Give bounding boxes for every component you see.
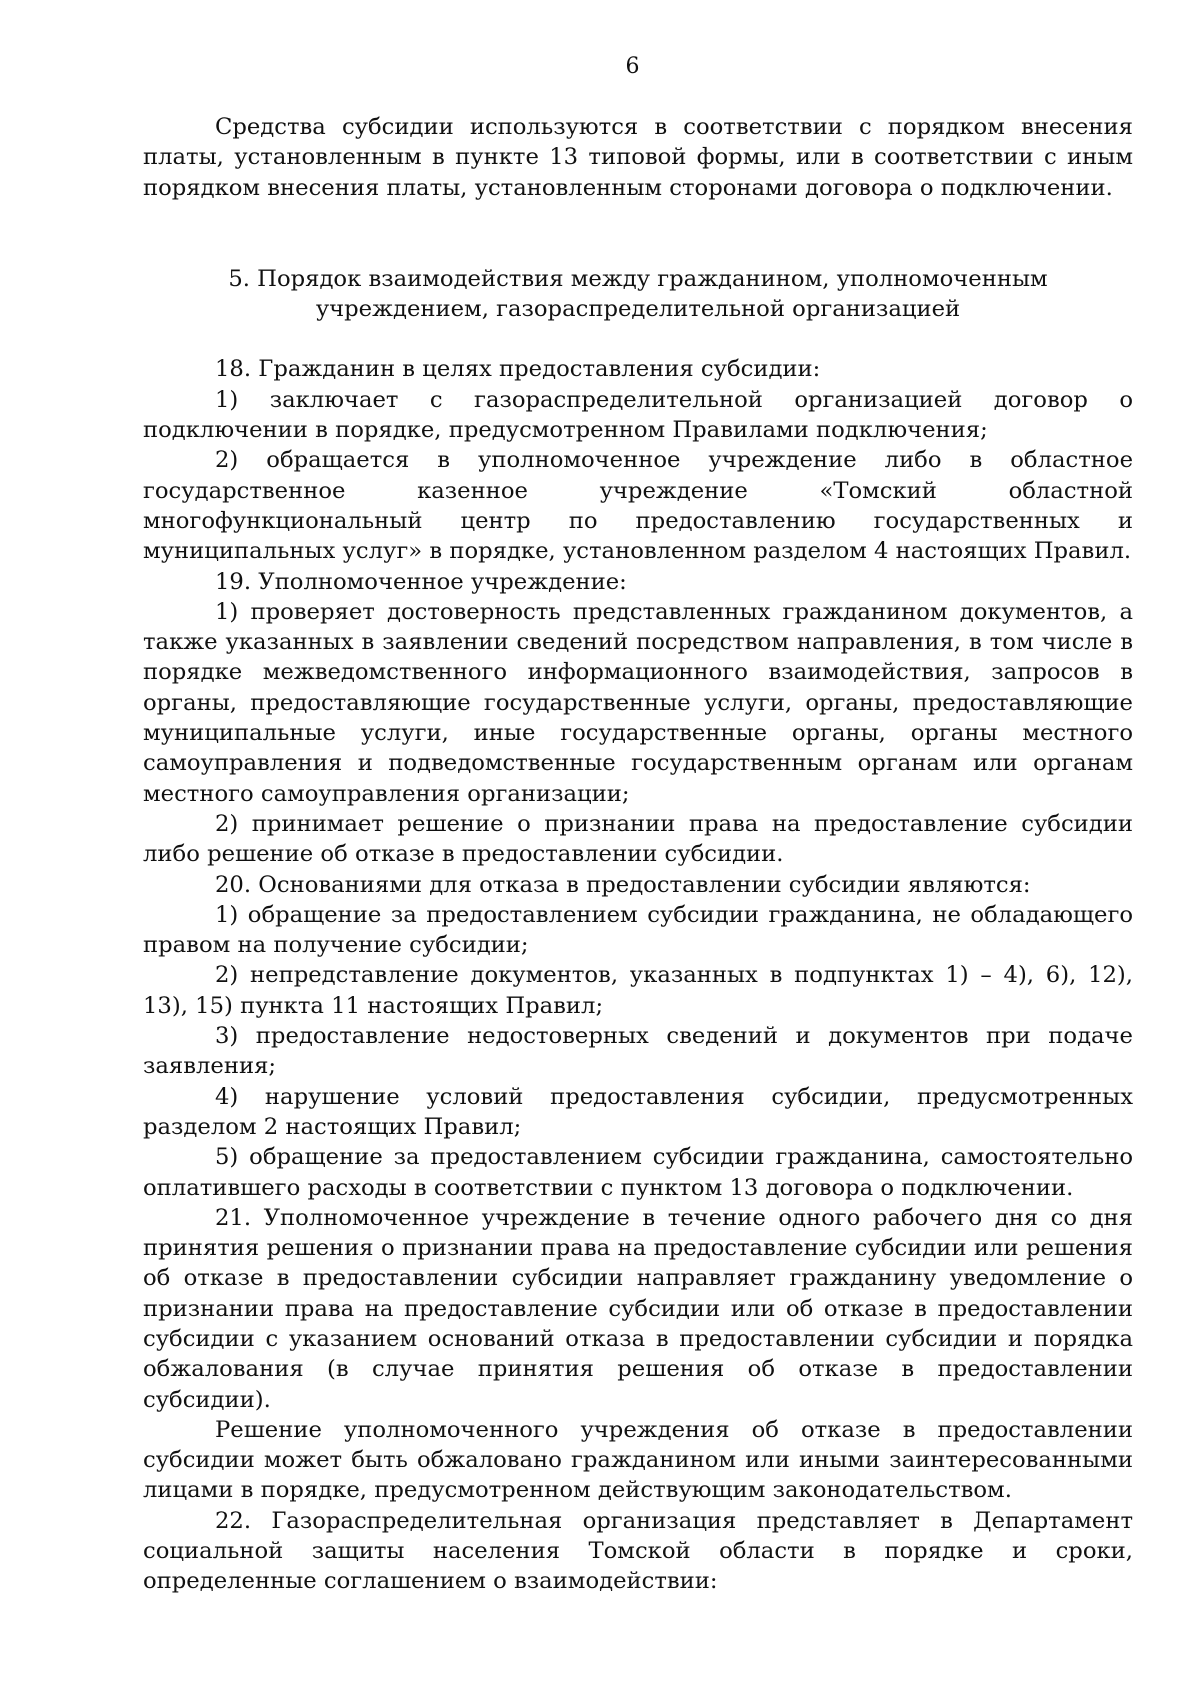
section-heading-line-2: учреждением, газораспределительной организацией bbox=[315, 296, 961, 323]
spacer bbox=[143, 203, 1133, 264]
paragraph-19-item-1: 1) проверяет достоверность представленных гражданином документов, а также указанных в заявлении сведений посредством направления, в том числе в порядке межведомственного информационного взаимодействия, запросов в органы, предоставляющие государственные услуги, органы, предоставляющие муниципальные услуги, иные государственные органы, органы местного самоуправления и подведомственные государственным органам или органам местного самоуправления организации; bbox=[143, 598, 1133, 807]
paragraph-18-item-2: 2) обращается в уполномоченное учреждение либо в областное государственное казенное учреждение «Томский областной многофункциональный центр по предоставлению государственных и муниципальных услуг» в порядке, установленном разделом 4 настоящих Правил. bbox=[143, 447, 1133, 565]
intro-paragraph: Средства субсидии используются в соответствии с порядком внесения платы, установленным в пункте 13 типовой формы, или в соответствии с иным порядком внесения платы, установленным сторонами договора о подключении. bbox=[143, 114, 1133, 201]
paragraph-20-item-4: 4) нарушение условий предоставления субсидии, предусмотренных разделом 2 настоящих Правил; bbox=[143, 1083, 1133, 1140]
paragraph-20-item-5: 5) обращение за предоставлением субсидии гражданина, самостоятельно оплатившего расходы в соответствии с пунктом 13 договора о подключении. bbox=[143, 1144, 1133, 1201]
paragraph-18-item-1: 1) заключает с газораспределительной организацией договор о подключении в порядке, предусмотренном Правилами подключения; bbox=[143, 386, 1133, 444]
paragraph-19-item-2: 2) принимает решение о признании права на предоставление субсидии либо решение об отказе в предоставлении субсидии. bbox=[143, 810, 1133, 868]
section-heading bbox=[143, 264, 1133, 325]
paragraph-18: 18. Гражданин в целях предоставления субсидии: bbox=[215, 356, 821, 383]
paragraph-20-item-3: 3) предоставление недостоверных сведений и документов при подаче заявления; bbox=[143, 1023, 1133, 1080]
paragraph-20-item-2: 2) непредставление документов, указанных в подпунктах 1) – 4), 6), 12), 13), 15) пункта 11 настоящих Правил; bbox=[143, 962, 1133, 1019]
paragraph-19: 19. Уполномоченное учреждение: bbox=[215, 568, 627, 595]
document-body bbox=[143, 112, 1133, 1597]
spacer bbox=[143, 324, 1133, 354]
paragraph-20: 20. Основаниями для отказа в предоставлении субсидии являются: bbox=[215, 871, 1031, 898]
paragraph-20-item-1: 1) обращение за предоставлением субсидии гражданина, не обладающего правом на получение субсидии; bbox=[143, 901, 1133, 959]
paragraph-21: 21. Уполномоченное учреждение в течение одного рабочего дня со дня принятия решения о признании права на предоставление субсидии или решения об отказе в предоставлении субсидии направляет гражданину уведомление о признании права на предоставление субсидии или об отказе в предоставлении субсидии с указанием оснований отказа в предоставлении субсидии и порядка обжалования (в случае принятия решения об отказе в предоставлении субсидии). bbox=[143, 1204, 1133, 1413]
paragraph-21-appeal: Решение уполномоченного учреждения об отказе в предоставлении субсидии может быть обжаловано гражданином или иными заинтересованными лицами в порядке, предусмотренном действующим законодательством. bbox=[143, 1416, 1133, 1504]
page-number: 6 bbox=[625, 54, 640, 79]
paragraph-22: 22. Газораспределительная организация представляет в Департамент социальной защиты населения Томской области в порядке и сроки, определенные соглашением о взаимодействии: bbox=[143, 1507, 1133, 1595]
section-heading-line-1: 5. Порядок взаимодействия между гражданином, уполномоченным bbox=[228, 265, 1048, 292]
